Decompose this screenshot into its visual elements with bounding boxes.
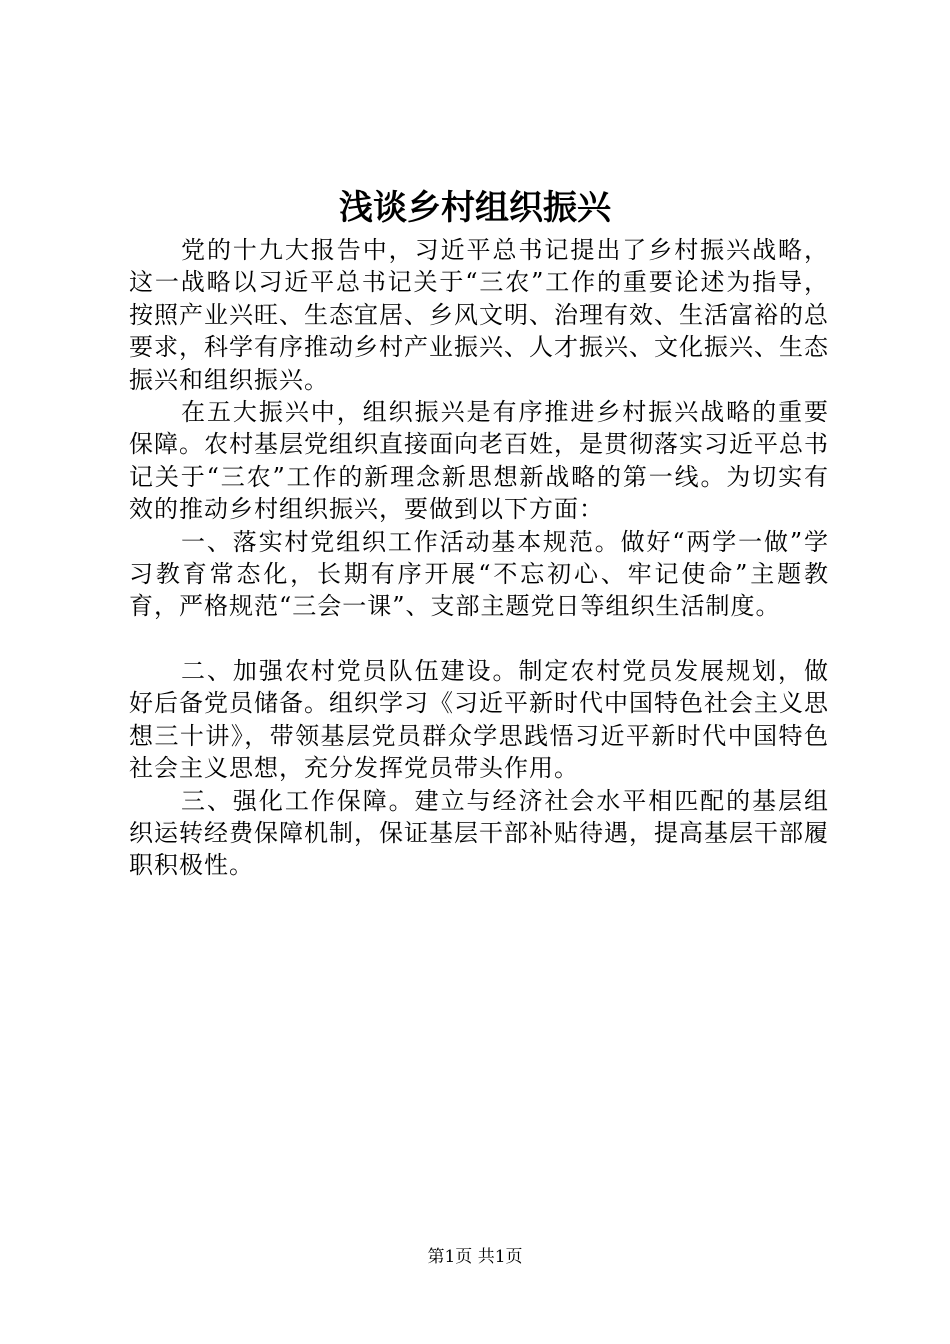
paragraph-point-two: 二、加强农村党员队伍建设。制定农村党员发展规划，做好后备党员储备。组织学习《习近平新时代中国特色社会主义思想三十讲》，带领基层党员群众学思践悟习近平新时代中国特色社会主义思想，充分发挥党员带头作用。 bbox=[129, 656, 829, 783]
document-body bbox=[129, 234, 829, 882]
page-footer: 第1页 共1页 bbox=[427, 1247, 523, 1267]
document-title: 浅谈乡村组织振兴 bbox=[339, 188, 611, 228]
paragraph-organization-revitalization: 在五大振兴中，组织振兴是有序推进乡村振兴战略的重要保障。农村基层党组织直接面向老百姓，是贯彻落实习近平总书记关于“三农”工作的新理念新思想新战略的第一线。为切实有效的推动乡村组织振兴，要做到以下方面： bbox=[129, 398, 829, 524]
paragraph-intro: 党的十九大报告中，习近平总书记提出了乡村振兴战略，这一战略以习近平总书记关于“三农”工作的重要论述为指导，按照产业兴旺、生态宜居、乡风文明、治理有效、生活富裕的总要求，科学有序推动乡村产业振兴、人才振兴、文化振兴、生态振兴和组织振兴。 bbox=[129, 236, 829, 394]
paragraph-point-three: 三、强化工作保障。建立与经济社会水平相匹配的基层组织运转经费保障机制，保证基层干部补贴待遇，提高基层干部履职积极性。 bbox=[129, 786, 829, 880]
paragraph-point-one: 一、落实村党组织工作活动基本规范。做好“两学一做”学习教育常态化，长期有序开展“不忘初心、牢记使命”主题教育，严格规范“三会一课”、支部主题党日等组织生活制度。 bbox=[129, 527, 829, 621]
